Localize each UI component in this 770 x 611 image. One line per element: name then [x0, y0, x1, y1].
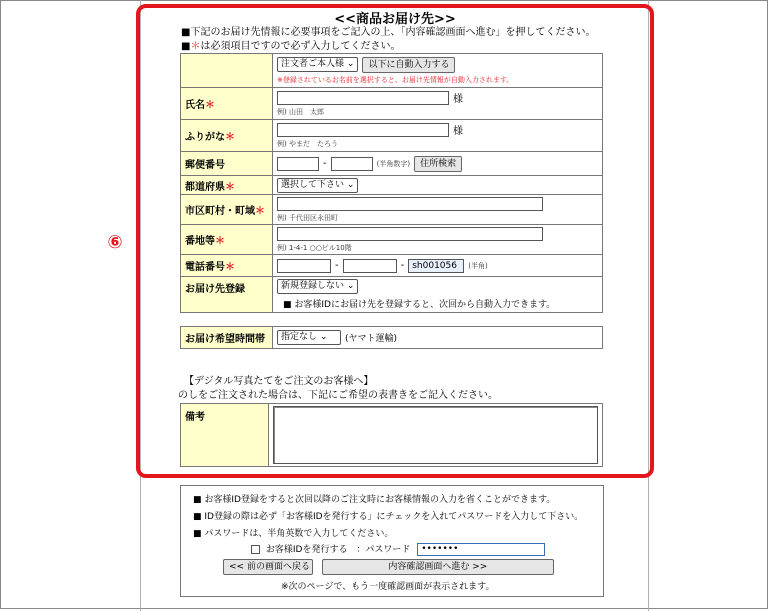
bullet: ■: [181, 41, 191, 52]
register-label: お届け先登録: [181, 277, 273, 313]
phone-input-3[interactable]: sh001056: [408, 259, 464, 273]
password-input[interactable]: •••••••: [417, 543, 545, 556]
delivery-carrier: (ヤマト運輸): [345, 334, 398, 344]
required-mark: ＊: [215, 236, 225, 247]
street-example: 例) 1-4-1 ○○ビル10階: [277, 243, 352, 252]
kana-suffix: 様: [453, 126, 463, 137]
password-label: ：パスワード: [356, 545, 411, 555]
phone-dash: -: [335, 260, 339, 271]
street-label-text: 番地等: [185, 236, 215, 247]
name-example: 例) 山田 太郎: [277, 108, 324, 116]
nav-buttons-row: [223, 559, 554, 575]
account-info-line-1: ■ お客様ID登録をすると次回以降のご注文時にお客様情報の入力を省くことができます。: [193, 495, 556, 505]
phone-dash: -: [400, 260, 405, 271]
city-example: 例) 千代田区永田町: [277, 213, 338, 222]
city-label-text: 市区町村・町域: [185, 206, 255, 217]
issue-id-label: お客様IDを発行する: [265, 545, 348, 555]
register-note: ■ お客様IDにお届け先を登録すると、次回から自動入力できます。: [283, 300, 556, 310]
kana-example: 例) やまだ たろう: [277, 140, 338, 148]
required-note-text: は必須項目ですので必ず入力してください。: [200, 41, 401, 52]
kana-label-text: ふりがな: [185, 132, 225, 143]
postal-hint: (半角数字): [376, 159, 411, 168]
phone-label-text: 電話番号: [185, 262, 225, 273]
next-button[interactable]: 内容確認画面へ進む >>: [322, 559, 554, 575]
chevron-down-icon: ⌄: [346, 179, 355, 190]
back-button[interactable]: << 前の画面へ戻る: [223, 559, 313, 575]
required-mark: ＊: [225, 132, 235, 143]
address-search-button[interactable]: 住所検索: [414, 156, 462, 172]
chevron-down-icon: ⌄: [346, 59, 355, 69]
name-suffix: 様: [453, 94, 463, 105]
orderer-select-value: 注文者ご本人様: [281, 59, 345, 69]
remarks-label: 備考: [181, 404, 269, 467]
required-mark: ＊: [225, 262, 235, 273]
issue-id-checkbox[interactable]: [251, 545, 260, 554]
chevron-down-icon: ⌄: [319, 332, 328, 342]
account-info-line-3: ■ パスワードは、半角英数で入力してください。: [193, 529, 394, 539]
account-box: [180, 485, 604, 597]
photo-notice-title: 【デジタル写真たてをご注文のお客様へ】: [184, 376, 374, 387]
chevron-down-icon: ⌄: [346, 281, 355, 291]
account-info-line-2: ■ ID登録の際は必ず「お客様IDを発行する」にチェックを入れてパスワードを入力して下さい。: [193, 512, 584, 522]
prefecture-select-value: 選択して下さい: [281, 179, 345, 190]
photo-notice-text: のしをご注文された場合は、下記にご希望の表書きをご記入ください。: [178, 390, 498, 401]
prefecture-label-text: 都道府県: [185, 181, 225, 193]
autofill-warning: ※登録されているお名前を選択すると、お届け先情報が自動入力されます。: [277, 75, 514, 84]
phone-hint: (半角): [468, 261, 488, 270]
section-title: <<商品お届け先>>: [334, 12, 456, 27]
instruction-note: ■下記のお届け先情報に必要事項をご記入の上、「内容確認画面へ進む」を押してください。: [181, 27, 596, 38]
autofill-button[interactable]: 以下に自動入力する: [362, 57, 455, 73]
required-mark: ＊: [255, 206, 265, 217]
required-mark: ＊: [205, 100, 215, 111]
highlight-frame: [136, 4, 654, 478]
register-select-value: 新規登録しない: [281, 281, 345, 291]
delivery-label: お届け希望時間帯: [181, 327, 273, 349]
delivery-select-value: 指定なし: [281, 332, 318, 342]
footer-note: ※次のページで、もう一度確認画面が表示されます。: [281, 582, 495, 592]
name-label-text: 氏名: [185, 100, 205, 111]
required-mark: ＊: [225, 181, 235, 193]
required-mark: ＊: [190, 41, 201, 52]
issue-id-row: [251, 542, 545, 556]
postal-dash: -: [323, 158, 327, 169]
postal-label: 郵便番号: [181, 152, 273, 176]
step-marker: ⑥: [107, 232, 123, 253]
